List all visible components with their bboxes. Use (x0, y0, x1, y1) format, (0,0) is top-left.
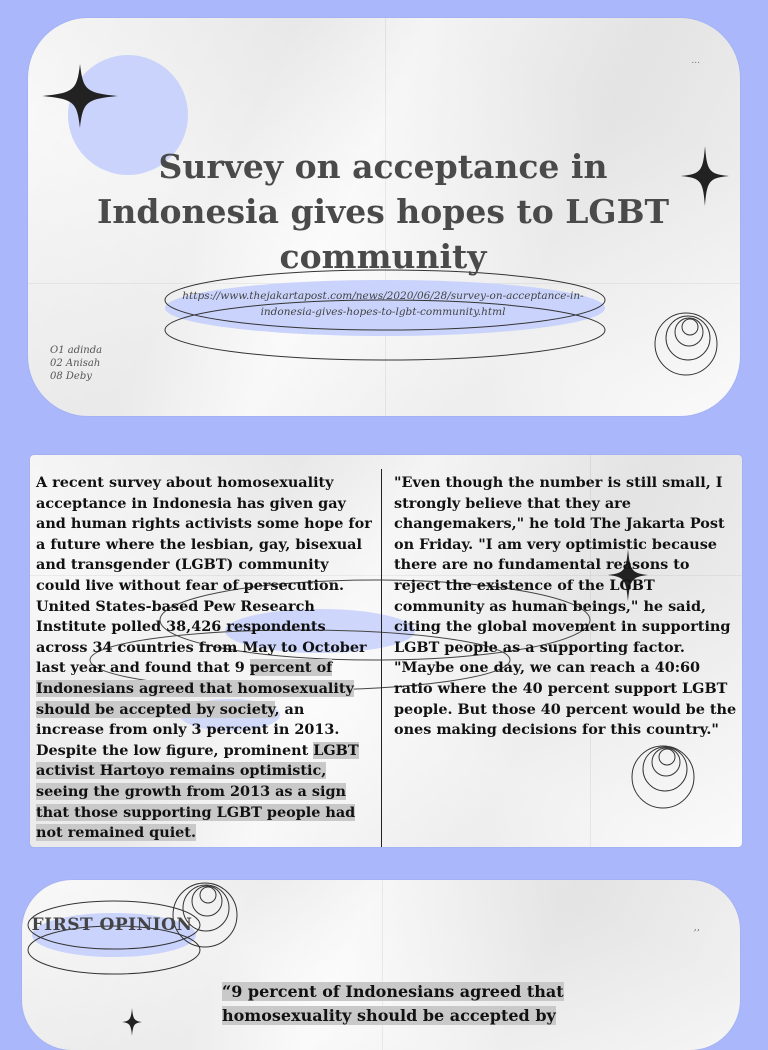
article-text: A recent survey about homosexuality acceptance in Indonesia has given gay and human rights activists some hope for a future where the lesbian, gay, bisexual and transgender (LGBT) community could live without fear of persecution. United States-based Pew Research Institute polled 38,426 respondents across 34 countries from May to October last year and found that 9 (36, 474, 372, 677)
author-list (50, 344, 102, 383)
article-left-column (36, 473, 372, 844)
article-right-column: "Even though the number is still small, I strongly believe that they are changemakers," he told The Jakarta Post on Friday. "I am very optimistic because there are no fundamental reasons to reject the existence of the LGBT community as human beings," he said, citing the global movement in supporting LGBT people as a supporting factor. "Maybe one day, we can reach a 40:60 ratio where the 40 percent support LGBT people. But those 40 percent would be the ones making decisions for this country." (394, 474, 737, 739)
corner-mark: ... (691, 56, 700, 66)
source-url[interactable]: https://www.thejakartapost.com/news/2020/06/28/survey-on-acceptance-in-indonesia-gives-hopes-to-lgbt-community.html (182, 290, 584, 318)
author-name: O1 adinda (50, 345, 103, 356)
title-card (28, 18, 740, 416)
corner-mark: ,, (693, 922, 700, 933)
sparkle-star-icon (681, 146, 729, 206)
opinion-quote (222, 980, 582, 1028)
highlighted-text: “9 percent of Indonesians agreed that homosexuality should be accepted by (222, 982, 564, 1025)
author-name: 02 Anisah (50, 358, 101, 369)
concentric-circles-icon (655, 313, 717, 375)
section-label: FIRST OPINION (31, 915, 193, 935)
highlighted-text: percent of Indonesians agreed that homosexuality should be accepted by society (36, 659, 354, 718)
article-text: , an increase from only 3 percent in 2013. Despite the low figure, prominent (36, 700, 340, 759)
author-name: 08 Deby (50, 371, 92, 382)
highlighted-text: LGBT activist Hartoyo remains optimistic, seeing the growth from 2013 as a sign that those supporting LGBT people had not remained quiet. (36, 741, 359, 842)
opinion-card (22, 880, 740, 1050)
sparkle-star-icon (122, 1008, 142, 1036)
column-divider (381, 469, 382, 847)
article-card (30, 455, 742, 847)
page-title: Survey on acceptance in Indonesia gives hopes to LGBT community (96, 147, 670, 276)
concentric-circles-icon (632, 746, 694, 808)
